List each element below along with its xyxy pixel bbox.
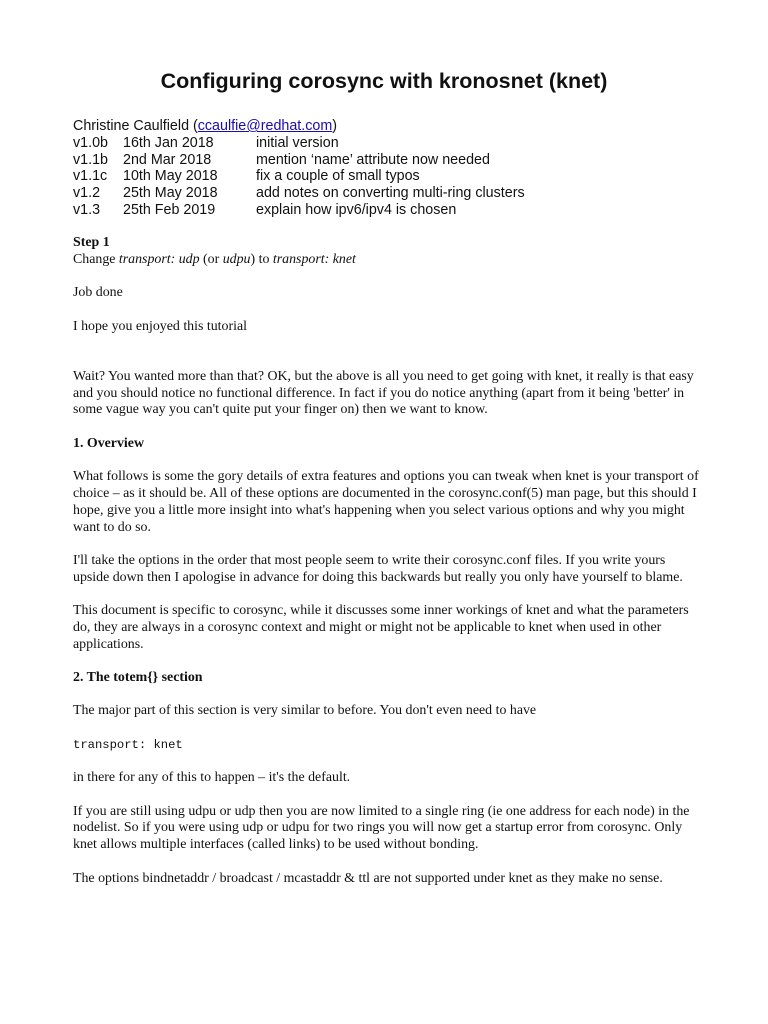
code-snippet: transport: knet (73, 737, 183, 752)
revision-row (73, 168, 525, 185)
intro-paragraph: Wait? You wanted more than that? OK, but the above is all you need to get going with knet, it really is that easy and you should notice no functional difference. In fact if you do notice anything (apart from it being 'better' in some vague way you can't quite put your finger on) then we want to know. (73, 368, 694, 418)
step-1-text (73, 252, 699, 269)
totem-paragraph: in there for any of this to happen – it's the default. (73, 770, 351, 786)
author-line (73, 118, 525, 135)
overview-heading: 1. Overview (73, 435, 144, 451)
overview-paragraph: What follows is some the gory details of extra features and options you can tweak when knet is your transport of choice – as it should be. All of these options are documented in the corosync.conf(5) man page, but this should I hope, give you a little more insight into what's happening when you select various options and why you might want to do so. (73, 469, 699, 535)
overview-paragraph: I'll take the options in the order that most people seem to write their corosync.conf files. If you write yours upside down then I apologise in advance for doing this backwards but really you only have yourself to blame. (73, 552, 683, 585)
author-name: Christine Caulfield ( (73, 118, 198, 134)
revision-version: v1.3 (73, 201, 101, 218)
spacer (73, 352, 699, 369)
overview-paragraph: This document is specific to corosync, while it discusses some inner workings of knet and what the parameters do, they are always in a corosync context and might or might not be applicable to knet when used in other applications. (73, 603, 689, 652)
revision-row (73, 202, 525, 219)
step-1-text-part: (or (199, 251, 223, 267)
hope-text: I hope you enjoyed this tutorial (73, 318, 247, 334)
revision-date: 2nd Mar 2018 (123, 151, 212, 168)
document-meta (73, 118, 525, 219)
revision-version: v1.0b (73, 134, 108, 151)
job-done-text: Job done (73, 285, 123, 301)
revision-date: 25th May 2018 (123, 185, 218, 202)
revision-note: fix a couple of small typos (256, 168, 420, 185)
revision-date: 10th May 2018 (123, 168, 218, 185)
revision-note: mention ‘name’ attribute now needed (256, 151, 490, 168)
totem-heading: 2. The totem{} section (73, 670, 203, 686)
revision-row (73, 135, 525, 152)
revision-version: v1.1c (73, 168, 108, 185)
step-1-text-part: Change (73, 251, 119, 267)
revision-note: initial version (256, 134, 339, 151)
revision-row (73, 185, 525, 202)
author-suffix: ) (332, 118, 338, 134)
udpu-term: udpu (222, 251, 251, 267)
totem-paragraph: If you are still using udpu or udp then you are now limited to a single ring (ie one address for each node) in the nodelist. So if you were using udp or udpu for two rings you will now get a startup error from corosync. Only knet allows multiple interfaces (called links) to be used without bonding. (73, 803, 690, 853)
revision-version: v1.2 (73, 185, 101, 202)
author-email-link[interactable]: ccaulfie@redhat.com (197, 118, 333, 134)
document-body (73, 235, 699, 904)
revision-note: explain how ipv6/ipv4 is chosen (256, 201, 457, 218)
totem-paragraph: The options bindnetaddr / broadcast / mcastaddr & ttl are not supported under knet as they make no sense. (73, 870, 663, 886)
step-1-text-part: ) to (250, 251, 273, 267)
revision-row (73, 152, 525, 169)
revision-date: 16th Jan 2018 (123, 134, 214, 151)
step-1-heading: Step 1 (73, 235, 110, 250)
transport-knet-term: transport: knet (272, 251, 356, 267)
revision-date: 25th Feb 2019 (123, 201, 216, 218)
transport-udp-term: transport: udp (118, 251, 200, 267)
revision-note: add notes on converting multi-ring clusters (256, 185, 525, 202)
document-title: Configuring corosync with kronosnet (knet) (160, 69, 608, 93)
totem-paragraph: The major part of this section is very similar to before. You don't even need to have (73, 703, 537, 719)
revision-version: v1.1b (73, 151, 108, 168)
